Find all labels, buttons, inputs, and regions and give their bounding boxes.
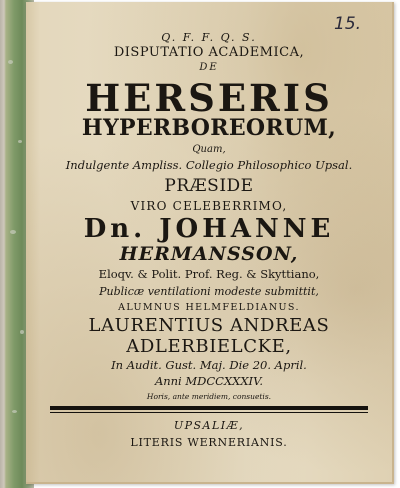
disputatio-heading: DISPUTATIO ACADEMICA, bbox=[113, 45, 305, 60]
respondent-surname: ADLERBIELCKE, bbox=[126, 336, 292, 357]
title-hyperboreorum: HYPERBOREORUM, bbox=[81, 115, 337, 141]
printer-rule-thick bbox=[50, 406, 368, 410]
collegio-line: Indulgente Ampliss. Collegio Philosophico Upsal. bbox=[65, 158, 353, 172]
imprint-printer: LITERIS WERNERIANIS. bbox=[130, 436, 288, 449]
hours-line: Horis, ante meridiem, consuetis. bbox=[146, 392, 272, 401]
alumnus-line: ALUMNUS HELMFELDIANUS. bbox=[118, 302, 300, 313]
de-line: DE bbox=[199, 62, 219, 73]
page-number-annotation: 15. bbox=[334, 14, 362, 34]
invocation-line: Q. F. F. Q. S. bbox=[161, 31, 257, 44]
printer-rule-thin bbox=[50, 412, 368, 413]
president-surname: HERMANSSON, bbox=[119, 243, 299, 265]
viro-line: VIRO CELEBERRIMO, bbox=[130, 199, 288, 213]
quam-line: Quam, bbox=[192, 144, 226, 155]
professorship-line: Eloqv. & Polit. Prof. Reg. & Skyttiano, bbox=[98, 267, 320, 281]
submittit-line: Publicæ ventilationi modeste submittit, bbox=[99, 285, 319, 298]
year-line: Anni MDCCXXXIV. bbox=[154, 374, 264, 388]
title-herseris: HERSERIS bbox=[85, 76, 333, 120]
praeside-line: PRÆSIDE bbox=[164, 176, 254, 196]
president-first-name: Dn. JOHANNE bbox=[83, 214, 335, 244]
respondent-first-names: LAURENTIUS ANDREAS bbox=[88, 315, 330, 336]
venue-date-line: In Audit. Gust. Maj. Die 20. April. bbox=[111, 358, 307, 372]
imprint-place: UPSALIÆ, bbox=[173, 419, 245, 432]
